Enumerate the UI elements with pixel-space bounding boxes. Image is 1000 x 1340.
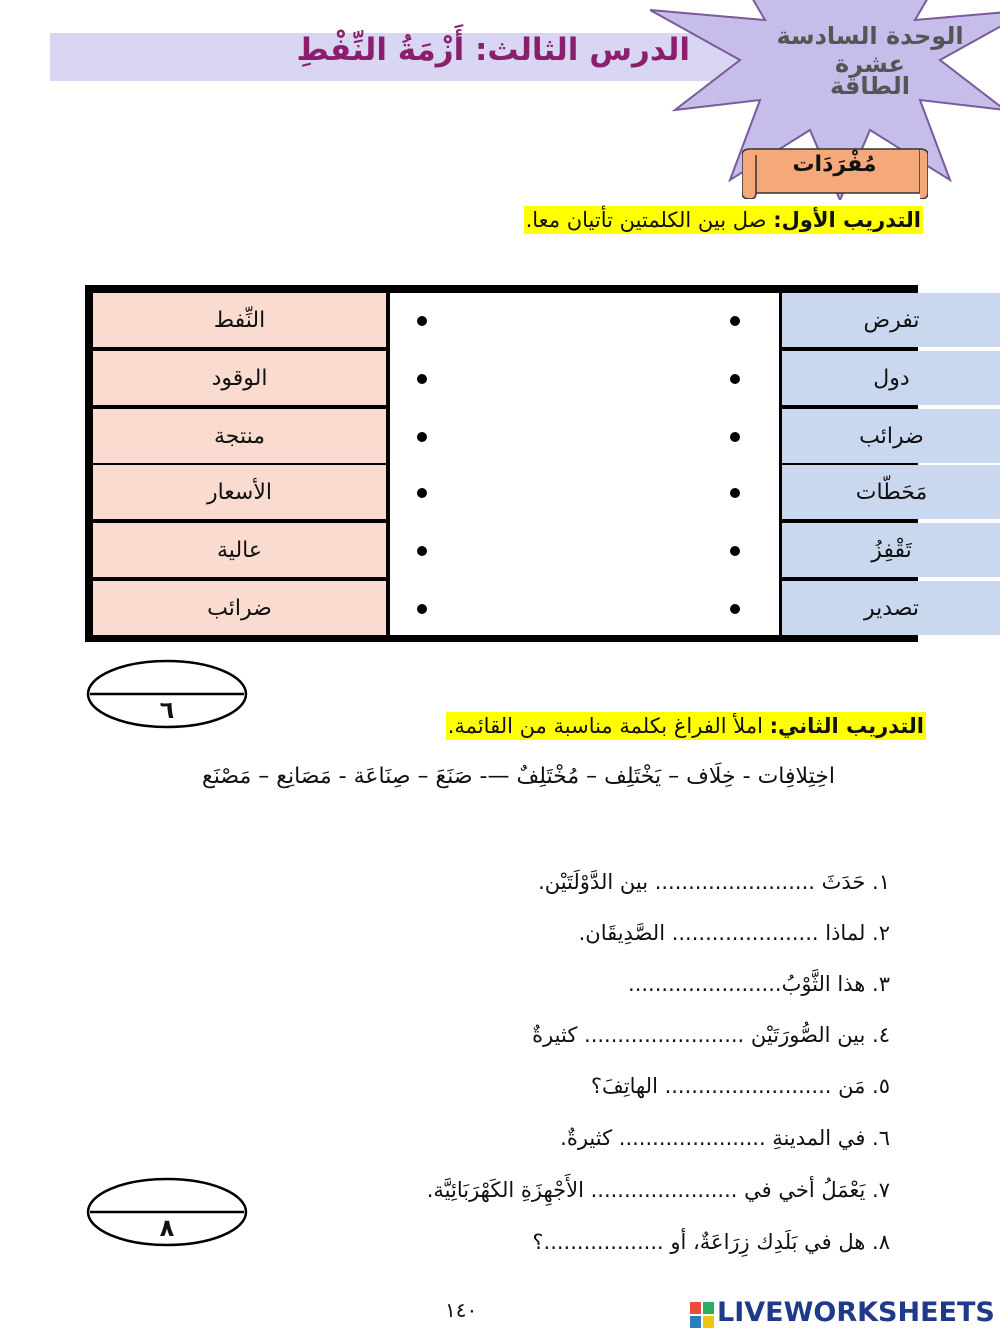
exercise1-score: ٦ <box>159 696 175 724</box>
right-word-cell[interactable]: دول <box>782 351 1000 405</box>
right-word-cell[interactable]: تَقْفِزُ <box>782 523 1000 577</box>
right-match-dot[interactable] <box>730 488 740 498</box>
exercise1-instruction: صل بين الكلمتين تأتيان معا. <box>525 208 767 232</box>
sentence-item[interactable]: ٢. لماذا ...................... الصَّدِيقَان. <box>578 921 890 945</box>
left-word-cell[interactable]: الوقود <box>93 351 386 405</box>
sentence-item[interactable]: ١. حَدَثَ ........................ بين الدَّوْلَتَيْن. <box>538 870 890 894</box>
exercise2-heading <box>446 712 926 740</box>
sentence-item[interactable]: ٥. مَن ......................... الهاتِفَ؟ <box>590 1074 890 1098</box>
unit-title: الوحدة السادسة عشرة <box>776 22 964 78</box>
exercise2-score: ٨ <box>159 1214 175 1242</box>
left-word-cell[interactable]: عالية <box>93 523 386 577</box>
left-match-dot[interactable] <box>417 488 427 498</box>
right-match-dot[interactable] <box>730 604 740 614</box>
exercise2-label: التدريب الثاني: <box>769 714 924 738</box>
sentence-item[interactable]: ٦. في المدينةِ ...................... كثيرةٌ. <box>560 1126 890 1150</box>
left-match-dot[interactable] <box>417 604 427 614</box>
left-word-cell[interactable]: ضرائب <box>93 581 386 635</box>
exercise1-heading <box>524 206 923 234</box>
liveworksheets-logo-icon <box>690 1302 714 1328</box>
liveworksheets-logo-text: LIVEWORKSHEETS <box>717 1297 995 1328</box>
right-word-cell[interactable]: ضرائب <box>782 409 1000 463</box>
vocab-label: مُفْرَدَات <box>792 152 877 177</box>
matching-table <box>85 285 928 642</box>
page-number: ١٤٠ <box>445 1298 478 1322</box>
exercise1-label: التدريب الأول: <box>773 208 921 232</box>
sentence-item[interactable]: ٨. هل في بَلَدِك زِرَاعَةٌ، أو ..................؟ <box>532 1230 890 1254</box>
right-word-cell[interactable]: مَحَطّات <box>782 465 1000 519</box>
word-bank: اخِتِلافِات - خِلَاف – يَخْتَلِف – مُخْتَلِفٌ —- صَنَعَ – صِنَاعَة - مَصَانِع – مَصْنَع <box>202 764 835 789</box>
left-match-dot[interactable] <box>417 546 427 556</box>
sentence-item[interactable]: ٣. هذا الثَّوْبُ....................... <box>628 972 890 996</box>
sentence-item[interactable]: ٧. يَعْمَلُ أخي في ...................... الأَجْهِزَةِ الكَهْرَبَائِيَّة. <box>426 1178 890 1202</box>
unit-subtitle: الطاقة <box>830 72 910 100</box>
sentence-item[interactable]: ٤. بين الصُّورَتَيْن ........................ كثيرةٌ <box>532 1023 890 1047</box>
right-match-dot[interactable] <box>730 432 740 442</box>
exercise2-instruction: املأ الفراغ بكلمة مناسبة من القائمة. <box>447 714 763 738</box>
lesson-title: الدرس الثالث: أَزْمَةُ النِّفْطِ <box>296 32 690 68</box>
matching-area[interactable] <box>390 293 779 635</box>
left-match-dot[interactable] <box>417 316 427 326</box>
left-word-cell[interactable]: منتجة <box>93 409 386 463</box>
left-match-dot[interactable] <box>417 374 427 384</box>
right-word-cell[interactable]: تفرض <box>782 293 1000 347</box>
left-match-dot[interactable] <box>417 432 427 442</box>
left-word-cell[interactable]: النِّفط <box>93 293 386 347</box>
right-word-cell[interactable]: تصدير <box>782 581 1000 635</box>
right-match-dot[interactable] <box>730 316 740 326</box>
right-match-dot[interactable] <box>730 374 740 384</box>
right-match-dot[interactable] <box>730 546 740 556</box>
left-word-cell[interactable]: الأسعار <box>93 465 386 519</box>
